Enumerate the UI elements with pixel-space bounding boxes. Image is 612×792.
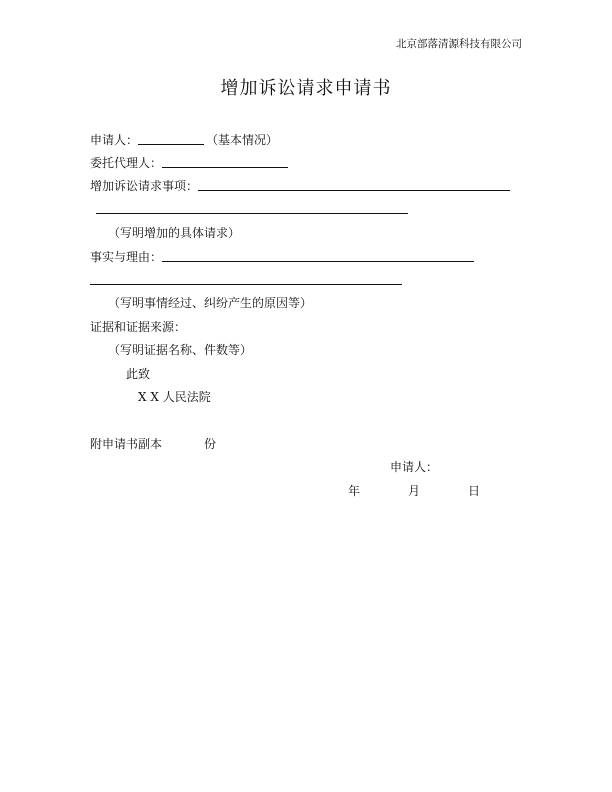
closing-text: 此致 — [126, 367, 151, 381]
facts-blank-line-1 — [162, 261, 474, 262]
date-month: 月 — [408, 484, 421, 498]
facts-label: 事实与理由： — [90, 250, 163, 264]
date-day: 日 — [468, 484, 481, 498]
court-name: X X 人民法院 — [138, 390, 211, 404]
signature-label: 申请人： — [390, 460, 439, 474]
applicant-label: 申请人： — [90, 133, 139, 147]
applicant-blank-line — [138, 144, 204, 145]
header-company-name: 北京部落清源科技有限公司 — [396, 38, 522, 50]
agent-blank-line — [162, 167, 288, 168]
evidence-label: 证据和证据来源： — [90, 320, 187, 334]
claims-label: 增加诉讼请求事项： — [90, 179, 199, 193]
evidence-hint: （写明证据名称、件数等） — [108, 343, 253, 357]
claims-blank-line-1 — [198, 190, 510, 191]
claims-hint: （写明增加的具体请求） — [108, 226, 241, 240]
applicant-hint: （基本情况） — [206, 133, 279, 147]
facts-blank-line-2 — [90, 284, 402, 285]
date-year: 年 — [348, 484, 361, 498]
agent-label: 委托代理人： — [90, 156, 163, 170]
attachment-unit: 份 — [204, 437, 217, 451]
document-title: 增加诉讼请求申请书 — [220, 78, 392, 99]
claims-blank-line-2 — [96, 213, 408, 214]
facts-hint: （写明事情经过、纠纷产生的原因等） — [108, 296, 313, 310]
attachment-label: 附申请书副本 — [90, 437, 163, 451]
